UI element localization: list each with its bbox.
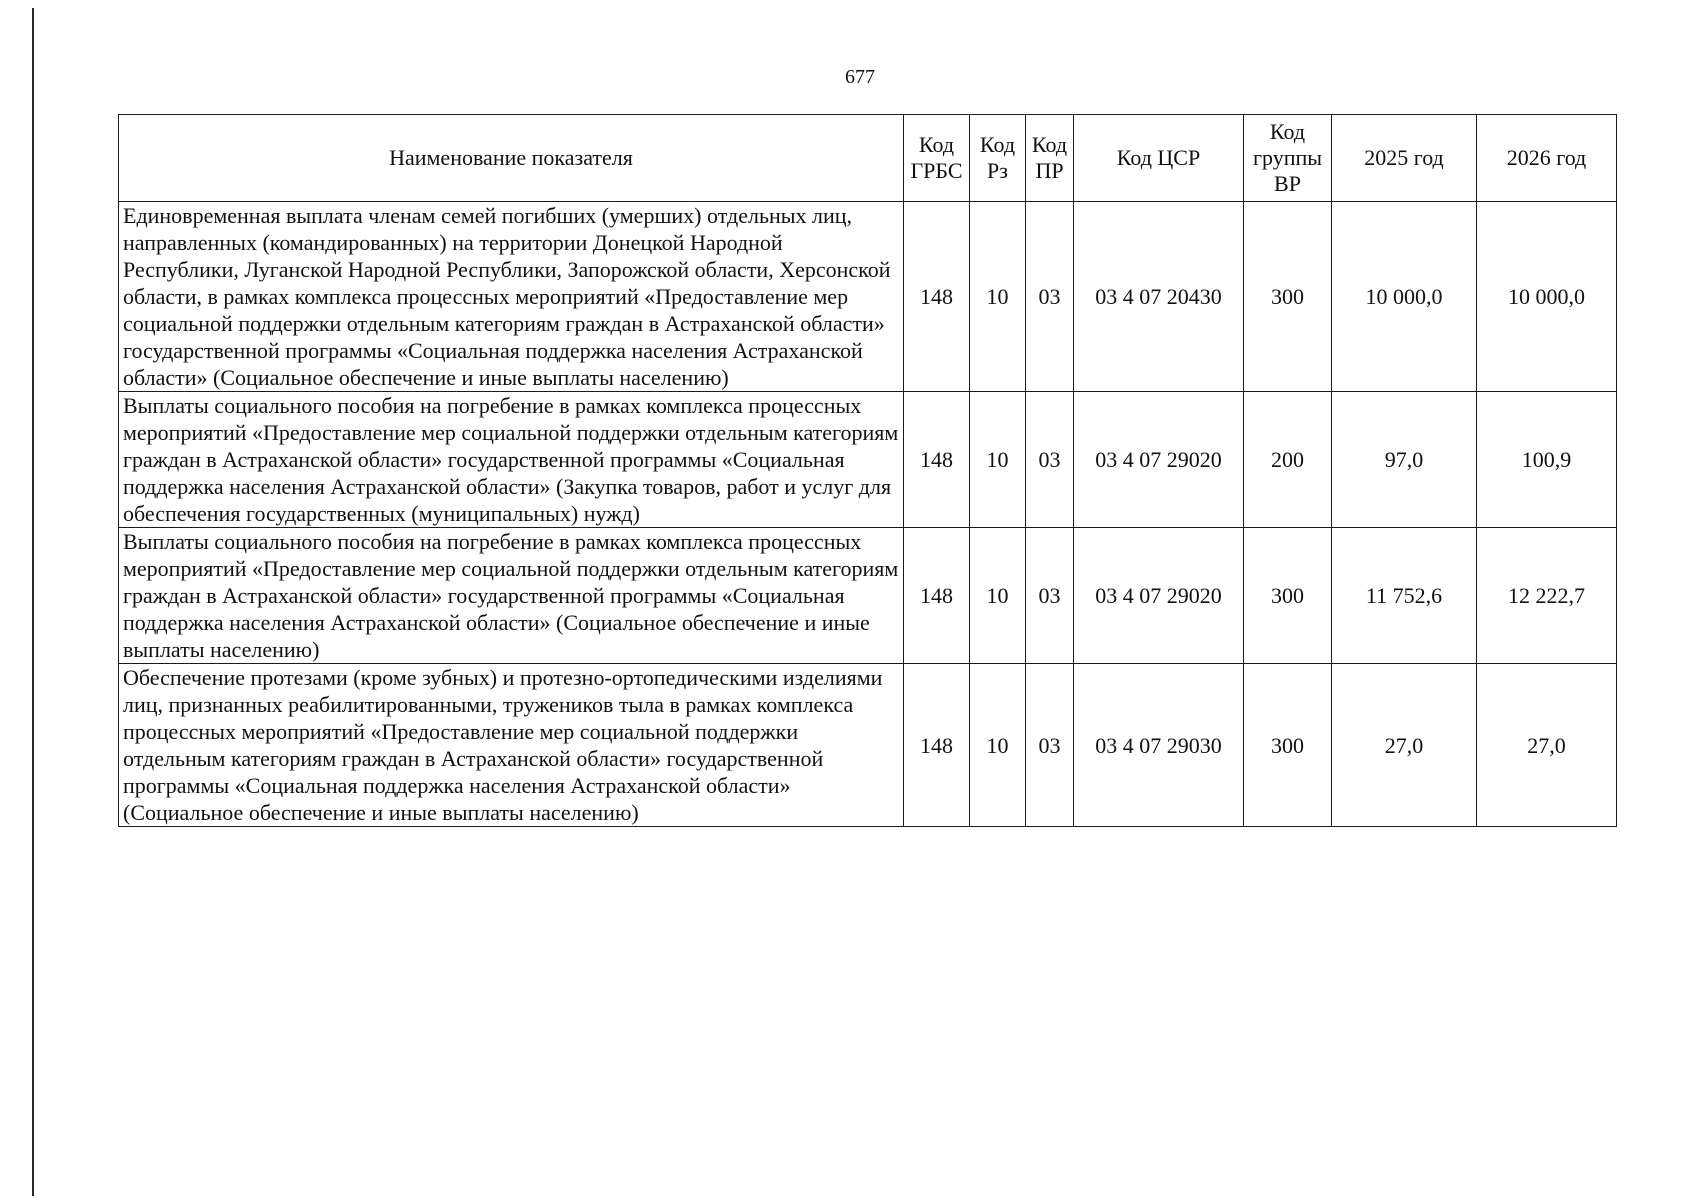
table-header-row xyxy=(119,115,1617,202)
header-name: Наименование показателя xyxy=(119,115,904,202)
header-pr: Код ПР xyxy=(1026,115,1074,202)
row-amount-2025: 27,0 xyxy=(1332,664,1477,827)
row-rz: 10 xyxy=(970,202,1026,392)
row-vr: 300 xyxy=(1244,664,1332,827)
header-vr: Код группы ВР xyxy=(1244,115,1332,202)
row-amount-2025: 97,0 xyxy=(1332,392,1477,528)
row-amount-2026: 100,9 xyxy=(1477,392,1617,528)
header-rz: Код Рз xyxy=(970,115,1026,202)
row-rz: 10 xyxy=(970,392,1026,528)
row-name: Единовременная выплата членам семей погибших (умерших) отдельных лиц, направленных (командированных) на территории Донецкой Народной Республики, Луганской Народной Республики, Запорожской области, Херсонской области, в рамках комплекса процессных мероприятий «Предоставление мер социальной поддержки отдельным категориям граждан в Астраханской области» государственной программы «Социальная поддержка населения Астраханской области» (Социальное обеспечение и иные выплаты населению) xyxy=(119,202,904,392)
budget-table xyxy=(118,114,1617,827)
row-name: Выплаты социального пособия на погребение в рамках комплекса процессных мероприятий «Предоставление мер социальной поддержки отдельным категориям граждан в Астраханской области» государственной программы «Социальная поддержка населения Астраханской области» (Закупка товаров, работ и услуг для обеспечения государственных (муниципальных) нужд) xyxy=(119,392,904,528)
row-amount-2025: 11 752,6 xyxy=(1332,528,1477,664)
header-2026: 2026 год xyxy=(1477,115,1617,202)
row-name: Выплаты социального пособия на погребение в рамках комплекса процессных мероприятий «Предоставление мер социальной поддержки отдельным категориям граждан в Астраханской области» государственной программы «Социальная поддержка населения Астраханской области» (Социальное обеспечение и иные выплаты населению) xyxy=(119,528,904,664)
row-vr: 200 xyxy=(1244,392,1332,528)
row-rz: 10 xyxy=(970,528,1026,664)
row-grbs: 148 xyxy=(904,392,970,528)
page-binding-edge xyxy=(32,8,34,1196)
page-number: 677 xyxy=(845,66,875,88)
row-vr: 300 xyxy=(1244,528,1332,664)
table-row xyxy=(119,392,1617,528)
table-row xyxy=(119,664,1617,827)
row-pr: 03 xyxy=(1026,528,1074,664)
header-grbs: Код ГРБС xyxy=(904,115,970,202)
header-csr: Код ЦСР xyxy=(1074,115,1244,202)
row-csr: 03 4 07 29020 xyxy=(1074,528,1244,664)
row-csr: 03 4 07 29020 xyxy=(1074,392,1244,528)
row-rz: 10 xyxy=(970,664,1026,827)
row-csr: 03 4 07 20430 xyxy=(1074,202,1244,392)
row-amount-2026: 12 222,7 xyxy=(1477,528,1617,664)
row-amount-2026: 27,0 xyxy=(1477,664,1617,827)
row-pr: 03 xyxy=(1026,202,1074,392)
table-row xyxy=(119,202,1617,392)
row-amount-2026: 10 000,0 xyxy=(1477,202,1617,392)
row-csr: 03 4 07 29030 xyxy=(1074,664,1244,827)
row-grbs: 148 xyxy=(904,202,970,392)
table-row xyxy=(119,528,1617,664)
row-amount-2025: 10 000,0 xyxy=(1332,202,1477,392)
row-name: Обеспечение протезами (кроме зубных) и протезно-ортопедическими изделиями лиц, признанных реабилитированными, тружеников тыла в рамках комплекса процессных мероприятий «Предоставление мер социальной поддержки отдельным категориям граждан в Астраханской области» государственной программы «Социальная поддержка населения Астраханской области» (Социальное обеспечение и иные выплаты населению) xyxy=(119,664,904,827)
header-2025: 2025 год xyxy=(1332,115,1477,202)
row-grbs: 148 xyxy=(904,664,970,827)
row-grbs: 148 xyxy=(904,528,970,664)
row-pr: 03 xyxy=(1026,664,1074,827)
row-pr: 03 xyxy=(1026,392,1074,528)
row-vr: 300 xyxy=(1244,202,1332,392)
